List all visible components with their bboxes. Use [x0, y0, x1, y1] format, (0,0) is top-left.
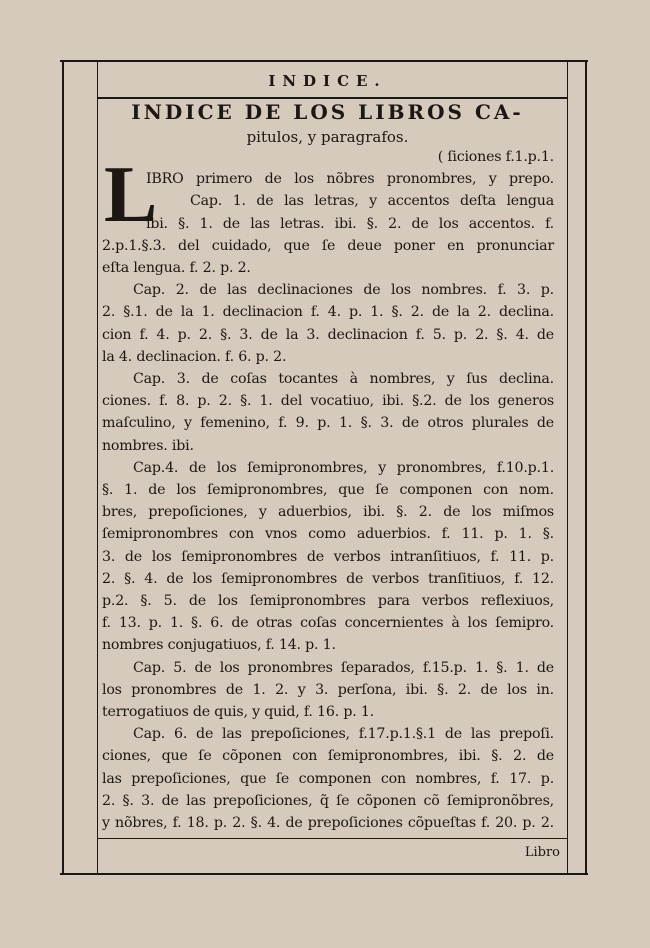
index-line: p.2. §. 5. de los ſemipronombres para verbos reflexiuos, [102, 593, 554, 609]
drop-cap: L [104, 151, 158, 239]
footer-rule [98, 838, 567, 839]
index-line: f. 13. p. 1. §. 6. de otras coſas concernientes à los ſemipro. [102, 615, 554, 632]
index-line: nombres. ibi. [102, 437, 194, 454]
header-rule [98, 97, 567, 99]
index-line: maſculino, y femenino, f. 9. p. 1. §. 3. de otros plurales de [102, 415, 554, 432]
page-subtitle: pitulos, y paragrafos. [246, 128, 409, 146]
frame-right-inner [567, 60, 568, 875]
index-line: eſta lengua. f. 2. p. 2. [102, 260, 251, 276]
index-line: nombres conjugatiuos, f. 14. p. 1. [102, 637, 336, 654]
index-line: ( ſiciones f.1.p.1. [437, 149, 554, 165]
index-line: 2. §. 4. de los ſemipronombres de verbos tranſitiuos, f. 12. [102, 570, 554, 587]
index-line: los pronombres de 1. 2. y 3. perſona, ibi. §. 2. de los in. [102, 681, 554, 698]
frame-right-outer [585, 60, 587, 875]
index-line: Cap. 5. de los pronombres ſeparados, f.15.p. 1. §. 1. de [133, 659, 554, 676]
index-line: terrogatiuos de quis, y quid, f. 16. p. 1. [102, 704, 374, 720]
index-line: cion f. 4. p. 2. §. 3. de la 3. declinacion f. 5. p. 2. §. 4. de [102, 326, 554, 343]
page-title: INDICE DE LOS LIBROS CA- [131, 100, 524, 124]
catchword: Libro [524, 845, 560, 860]
index-line: Cap. 6. de las prepoſiciones, f.17.p.1.§.1 de las prepoſi. [133, 726, 554, 743]
index-line: 2. §. 3. de las prepoſiciones, q̃ ſe cõponen cõ ſemipronõbres, [102, 792, 554, 809]
frame-left-inner [97, 60, 98, 875]
index-line: IBRO primero de los nõbres pronombres, y prepo. [146, 171, 554, 188]
index-line: 3. de los ſemipronombres de verbos intranſitiuos, f. 11. p. [102, 548, 554, 565]
index-line: ibi. §. 1. de las letras. ibi. §. 2. de los accentos. f. [146, 215, 554, 232]
index-line: las prepoſiciones, que ſe componen con nombres, f. 17. p. [102, 770, 554, 787]
index-line: Cap. 1. de las letras, y accentos deſta lengua [190, 193, 554, 210]
index-line: bres, prepoſiciones, y aduerbios, ibi. §. 2. de los miſmos [102, 504, 554, 521]
index-line: ciones. f. 8. p. 2. §. 1. del vocatiuo, ibi. §.2. de los generos [102, 393, 554, 410]
frame-left-outer [62, 60, 64, 875]
index-line: ciones, que ſe cõponen con ſemipronombres, ibi. §. 2. de [102, 748, 554, 765]
index-line: la 4. declinacion. f. 6. p. 2. [102, 348, 287, 365]
frame-bottom [60, 873, 588, 875]
running-head: INDICE. [268, 72, 387, 90]
index-line: 2. §.1. de la 1. declinacion f. 4. p. 1. §. 2. de la 2. declina. [102, 304, 554, 321]
index-line: Cap. 2. de las declinaciones de los nombres. f. 3. p. [133, 282, 554, 299]
index-line: Cap. 3. de coſas tocantes à nombres, y ſus declina. [133, 371, 554, 387]
index-line: y nõbres, f. 18. p. 2. §. 4. de prepoſiciones cõpueſtas f. 20. p. 2. [102, 815, 554, 831]
index-line: Cap.4. de los ſemipronombres, y pronombres, f.10.p.1. [133, 459, 554, 476]
frame-top [60, 60, 588, 62]
index-line: ſemipronombres con vnos como aduerbios. f. 11. p. 1. §. [102, 526, 554, 543]
index-line: §. 1. de los ſemipronombres, que ſe componen con nom. [102, 482, 554, 498]
index-line: 2.p.1.§.3. del cuidado, que ſe deue poner en pronunciar [102, 237, 554, 254]
